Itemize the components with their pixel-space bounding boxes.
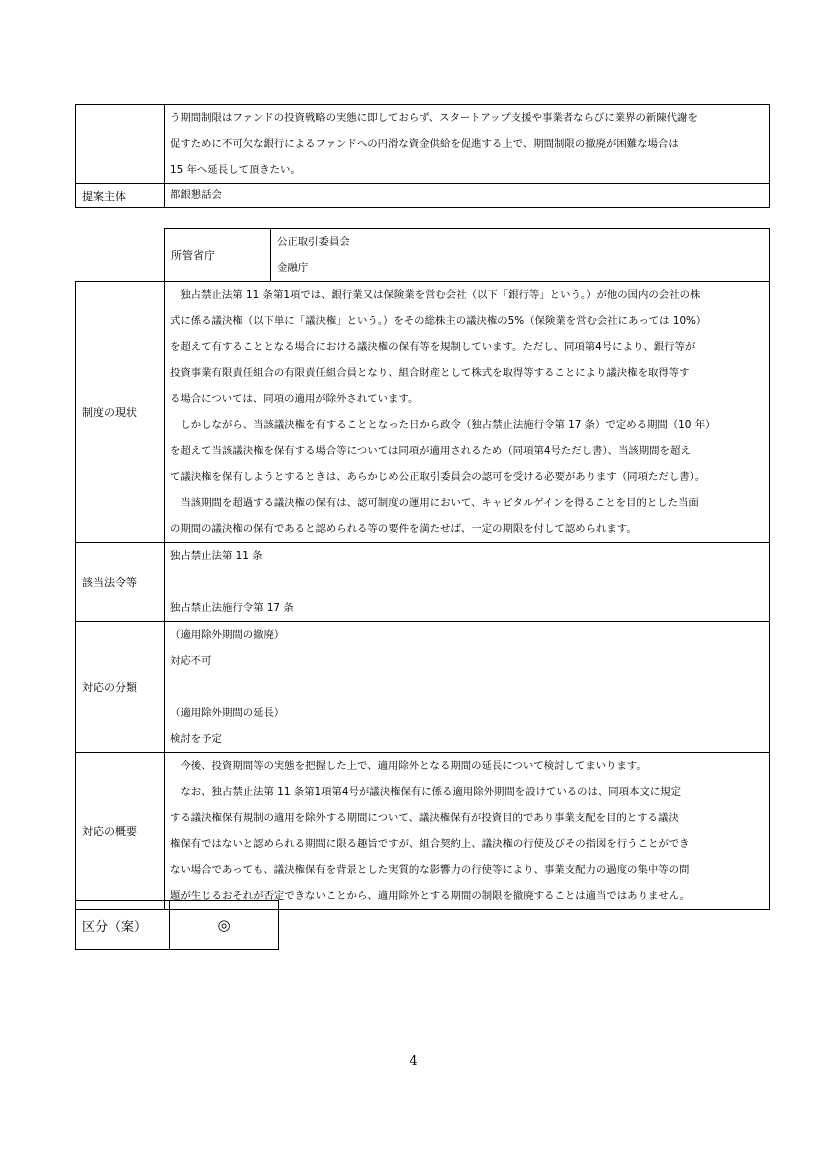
- text-line: 式に係る議決権（以下単に「議決権」という。）をその総株主の議決権の5%（保険業を営む会社にあっては 10%）: [170, 315, 707, 327]
- classification-row: [76, 622, 770, 753]
- text-line: なお、独占禁止法第 11 条第1項第4号が議決権保有に係る適用除外期間を設けているのは、同項本文に規定: [170, 786, 682, 798]
- response-table: [75, 228, 770, 910]
- text-line: る場合については、同項の適用が除外されています。: [170, 393, 419, 405]
- text-line: う期間制限はファンドの投資戦略の実態に即しておらず、スタートアップ支援や事業者ならびに業界の新陳代謝を: [170, 112, 698, 124]
- ministry-name: 公正取引委員会: [277, 236, 350, 248]
- ministry-values: [271, 229, 770, 282]
- text-line: 当該期間を超過する議決権の保有は、認可制度の運用において、キャピタルゲインを得ることを目的とした当面: [170, 497, 699, 509]
- text-line: 今後、投資期間等の実態を把握した上で、適用除外となる期間の延長について検討してまいります。: [170, 760, 647, 772]
- classification-text: [165, 622, 770, 753]
- text-line: 権保有ではないと認められる期間に限る趣旨ですが、組合契約上、議決権の行使及びその指図を行うことができ: [170, 838, 690, 850]
- text-line: しかしながら、当該議決権を有することとなった日から政令（独占禁止法施行令第 17 条）で定める期間（10 年）: [170, 419, 716, 431]
- text-line: 対応不可: [170, 655, 212, 667]
- blank-line: [170, 569, 765, 595]
- text-line: て議決権を保有しようとするときは、あらかじめ公正取引委員会の認可を受ける必要があります（同項ただし書）。: [170, 471, 706, 483]
- page-number: 4: [409, 1054, 418, 1069]
- empty-label-cell: [76, 105, 165, 184]
- summary-text: [165, 753, 770, 910]
- proposer-row: [76, 184, 770, 208]
- continuation-row: [76, 105, 770, 184]
- text-line: ない場合であっても、議決権保有を背景とした実質的な影響力の行使等により、事業支配力の過度の集中等の問: [170, 864, 690, 876]
- continued-text-cell: [165, 105, 770, 184]
- kubun-label: 区分（案）: [76, 901, 170, 950]
- laws-text: [165, 543, 770, 622]
- law-reference: 独占禁止法第 11 条: [170, 550, 263, 562]
- text-line: 促すために不可欠な銀行によるファンドへの円滑な資金供給を促進する上で、期間制限の撤廃が困難な場合は: [170, 138, 679, 150]
- ministry-name: 金融庁: [277, 262, 309, 274]
- laws-row: [76, 543, 770, 622]
- text-line: 独占禁止法第 11 条第1項では、銀行業又は保険業を営む会社（以下「銀行等」という。）が他の国内の会社の株: [170, 289, 701, 301]
- summary-row: [76, 753, 770, 910]
- text-line: 題が生じるおそれが否定できないことから、適用除外とする期間の制限を撤廃することは適当ではありません。: [170, 890, 691, 902]
- text-line: （適用除外期間の撤廃）: [170, 629, 285, 641]
- kubun-box: [75, 900, 279, 950]
- law-reference: 独占禁止法施行令第 17 条: [170, 602, 294, 614]
- current-status-row: [76, 282, 770, 543]
- text-line: 検討を予定: [170, 733, 222, 745]
- blank-line: [170, 674, 765, 700]
- continuation-table: [75, 104, 770, 208]
- kubun-value: ◎: [170, 901, 279, 950]
- ministry-row: [76, 229, 770, 282]
- blank-cell: [76, 229, 165, 282]
- text-line: （適用除外期間の延長）: [170, 707, 285, 719]
- current-status-text: [165, 282, 770, 543]
- current-status-label: 制度の現状: [76, 282, 165, 543]
- text-line: を超えて当該議決権を保有する場合等については同項が適用されるため（同項第4号ただし書）、当該期間を超え: [170, 445, 691, 457]
- ministry-label: 所管省庁: [165, 229, 271, 282]
- text-line: 投資事業有限責任組合の有限責任組合員となり、組合財産として株式を取得等することにより議決権を取得等す: [170, 367, 690, 379]
- text-line: する議決権保有規制の適用を除外する期間について、議決権保有が投資目的であり事業支配を目的とする議決: [170, 812, 679, 824]
- text-line: を超えて有することとなる場合における議決権の保有等を規制しています。ただし、同項第4号により、銀行等が: [170, 341, 696, 353]
- laws-label: 該当法令等: [76, 543, 165, 622]
- proposer-value: 都銀懇話会: [165, 184, 770, 208]
- proposer-label: 提案主体: [76, 184, 165, 208]
- summary-label: 対応の概要: [76, 753, 165, 910]
- classification-label: 対応の分類: [76, 622, 165, 753]
- text-line: の期間の議決権の保有であると認められる等の要件を満たせば、一定の期限を付して認められます。: [170, 523, 637, 535]
- text-line: 15 年へ延長して頂きたい。: [170, 164, 301, 176]
